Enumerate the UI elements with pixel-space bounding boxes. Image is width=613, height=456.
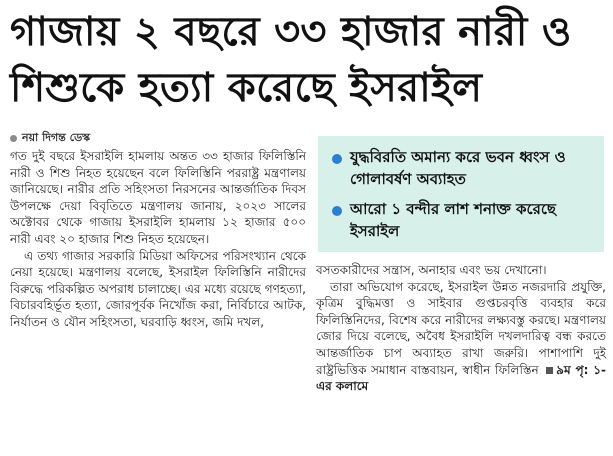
headline-line-2: শিশুকে হত্যা করেছে ইসরাইল xyxy=(10,65,483,111)
article-column-left xyxy=(10,148,306,331)
square-bullet-icon xyxy=(546,367,553,374)
highlight-item xyxy=(332,146,598,190)
byline-text: নয়া দিগন্ত ডেস্ক xyxy=(22,131,91,144)
bullet-icon xyxy=(332,206,342,216)
bullet-icon xyxy=(332,154,342,164)
paragraph-1: গত দুই বছরে ইসরাইলি হামলায় অন্তত ৩৩ হাজার ফিলিস্তিনি নারী ও শিশু নিহত হয়েছেন বলে ফিলিস্তিনি পররাষ্ট্র মন্ত্রণালয় জানিয়েছে। নারীর প্রতি সহিংসতা নিরসনের আন্তর্জাতিক দিবস উপলক্ষে দেয়া বিবৃতিতে মন্ত্রণালয় জানায়, ২০২৩ সালের অক্টোবর থেকে গাজায় ইসরাইলি হামলায় ১২ হাজার ৫০০ নারী এবং ২০ হাজার শিশু নিহত হয়েছেন। xyxy=(10,149,306,246)
paragraph-2: এ তথ্য গাজার সরকারি মিডিয়া অফিসের পরিসংখ্যান থেকে নেয়া হয়েছে। মন্ত্রণালয় বলেছে, ইসরাইল ফিলিস্তিনি নারীদের বিরুদ্ধে পরিকল্পিত অপরাধ চালাচ্ছে। এর মধ্যে রয়েছে গণহত্যা, বিচারবহির্ভূত হত্যা, জোরপূর্বক নিখোঁজ করা, নির্বিচারে আটক, নির্যাতন ও যৌন সহিংসতা, ঘরবাড়ি ধ্বংস, জমি দখল, xyxy=(10,248,306,329)
paragraph-3: বসতকারীদের সন্ত্রাস, অনাহার এবং ভয় দেখানো। xyxy=(316,263,547,277)
byline xyxy=(10,129,90,148)
continued-text: ৯ম পৃ: ১-এর কলামে xyxy=(316,362,606,394)
paragraph-4-text: তারা অভিযোগ করেছে, ইসরাইল উন্নত নজরদারি প্রযুক্তি, কৃত্রিম বুদ্ধিমত্তা ও সাইবার গুপ্তচরবৃত্তি ব্যবহার করে ফিলিস্তিনিদের, বিশেষ করে নারীদের লক্ষ্যবস্তু করছে। মন্ত্রণালয় জোর দিয়ে বলেছে, অবৈধ ইসরাইলি দখলদারিত্ব বন্ধ করতে আন্তর্জাতিক চাপ অব্যাহত রাখা জরুরি। পাশাপাশি দুই রাষ্ট্রভিত্তিক সমাধান বাস্তবায়ন, স্বাধীন ফিলিস্তিন xyxy=(316,279,606,377)
article-column-right xyxy=(316,262,606,395)
highlight-box xyxy=(318,136,604,252)
highlight-text: যুদ্ধবিরতি অমান্য করে ভবন ধ্বংস ও গোলাবর্ষণ অব্যাহত xyxy=(350,148,566,188)
paragraph-4 xyxy=(316,279,606,395)
highlight-item xyxy=(332,198,598,242)
highlight-text: আরো ১ বন্দীর লাশ শনাক্ত করেছে ইসরাইল xyxy=(350,200,556,240)
byline-dot-icon xyxy=(10,135,17,142)
headline-line-1: গাজায় ২ বছরে ৩৩ হাজার নারী ও xyxy=(10,9,572,55)
